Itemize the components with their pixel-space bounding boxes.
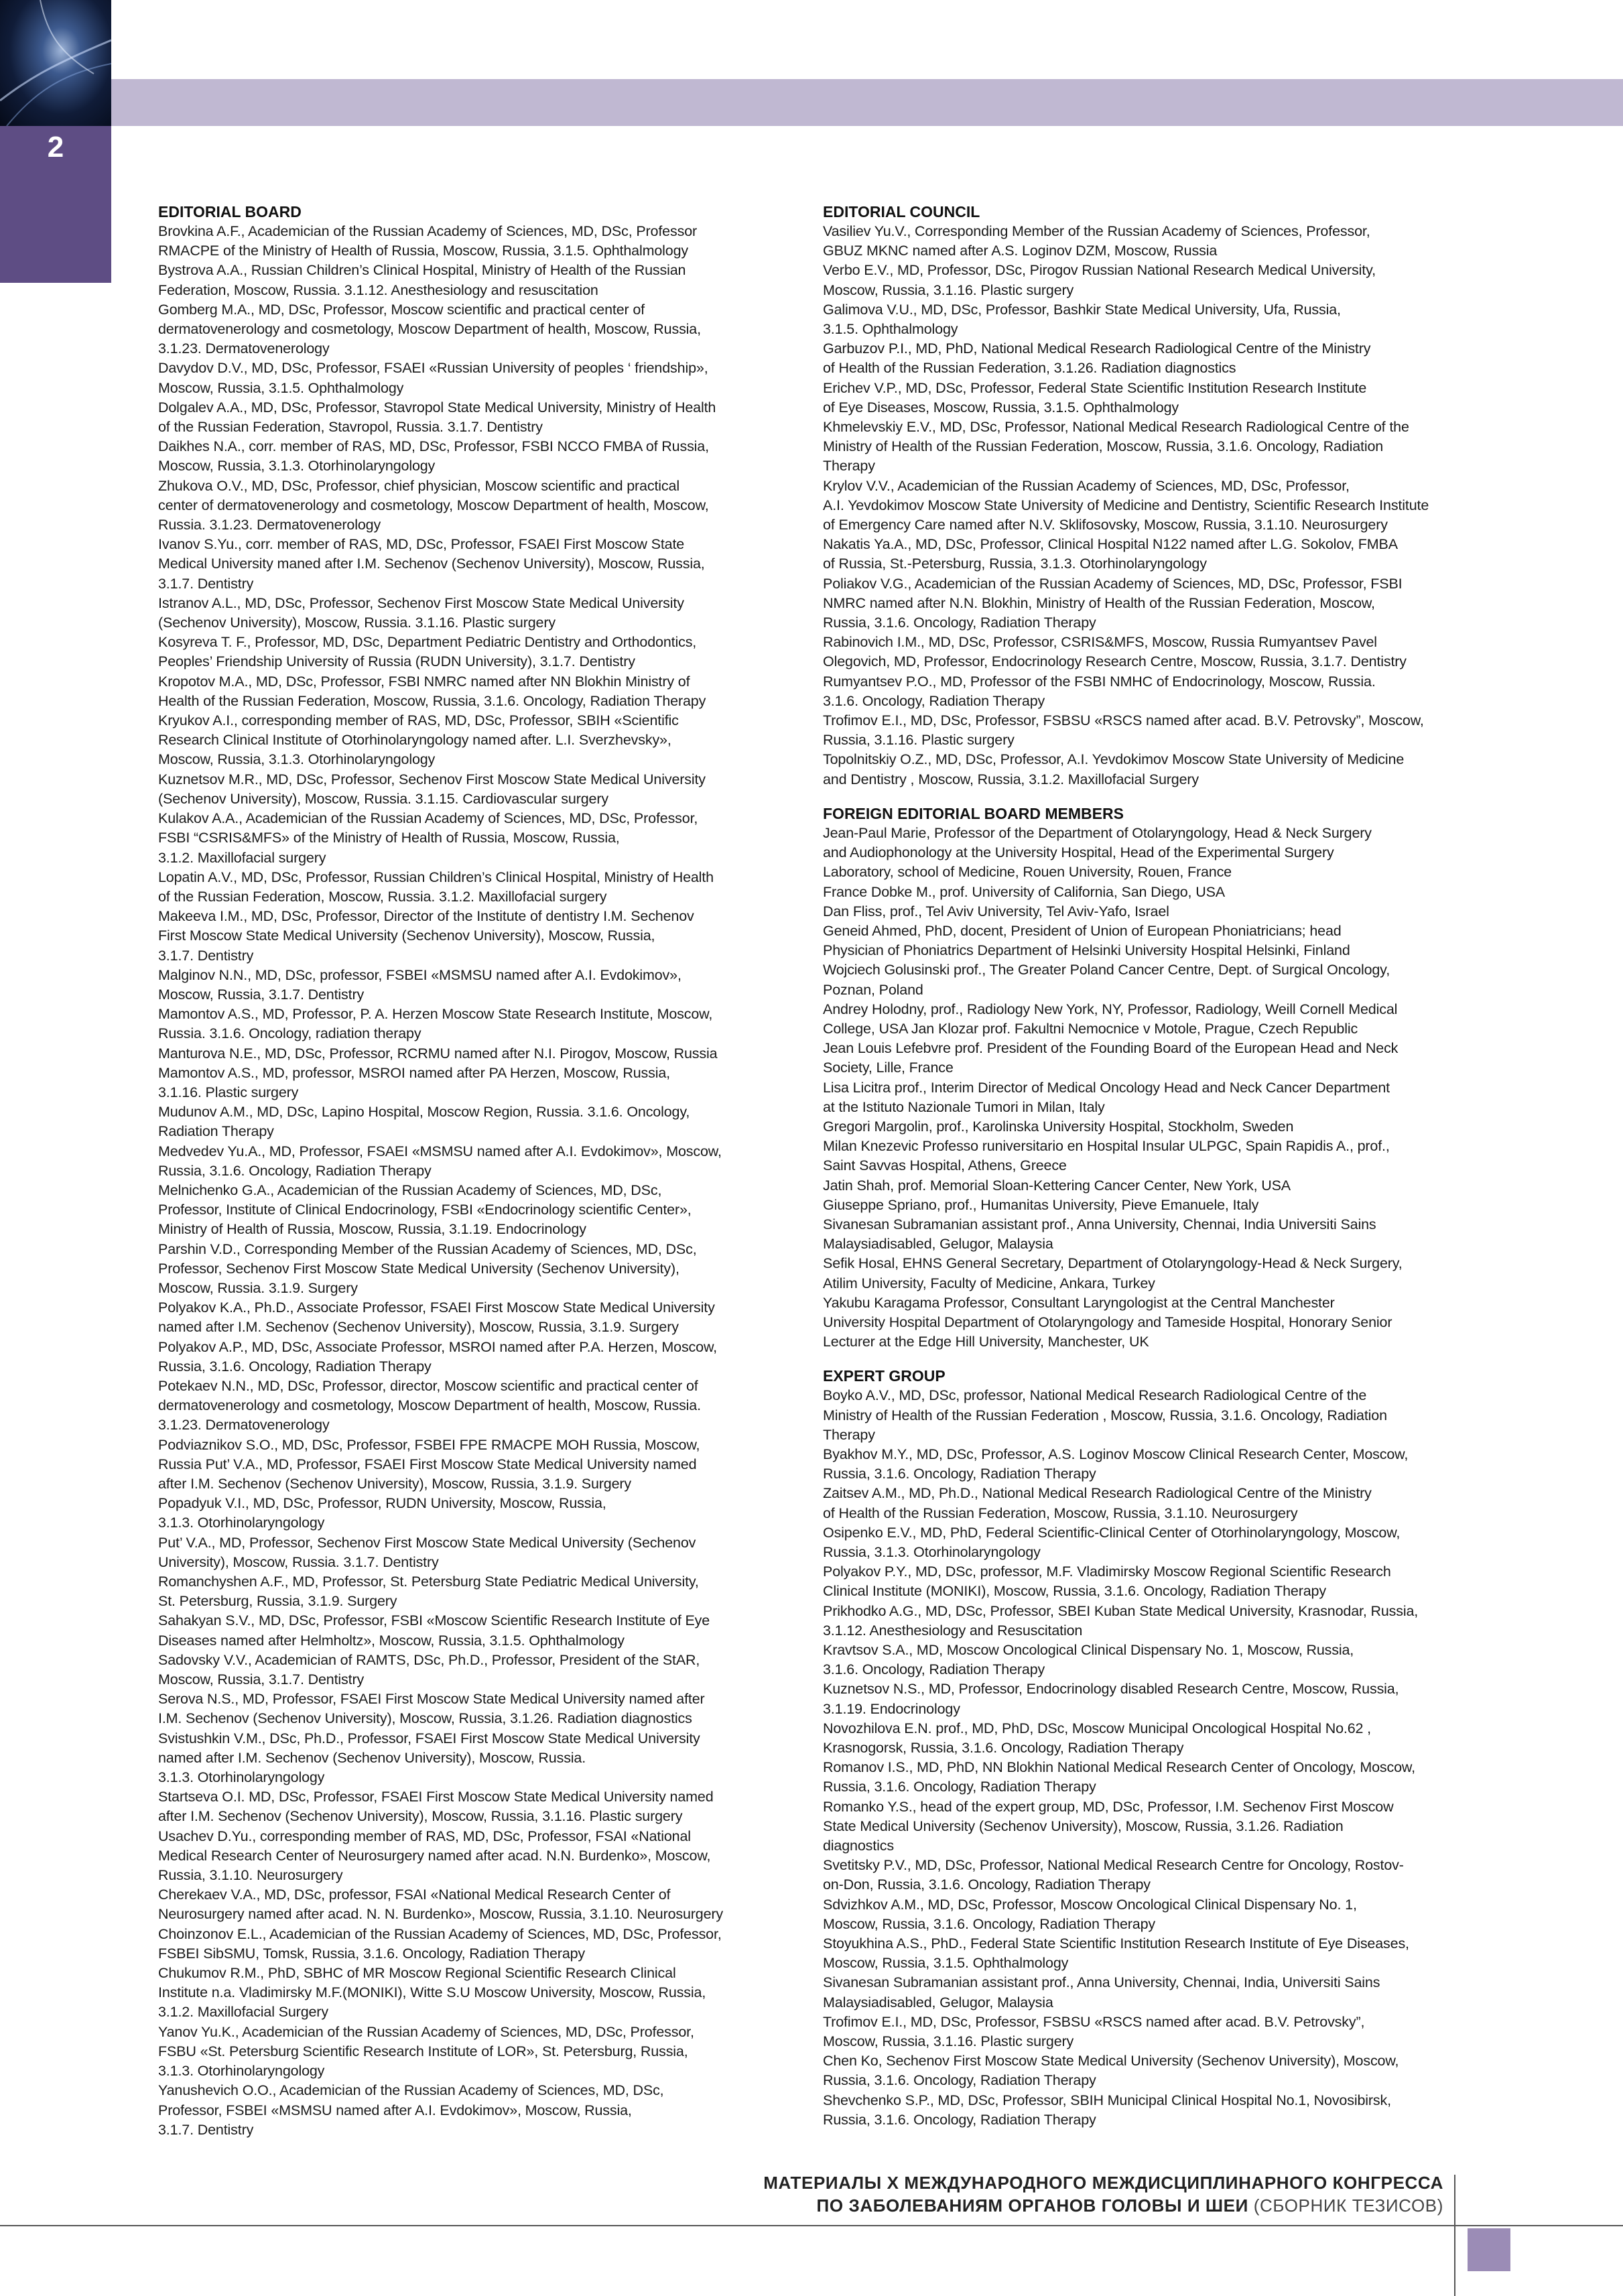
member-entry: Lopatin A.V., MD, DSc, Professor, Russian Children’s Clinical Hospital, Ministry of Health of the Russian Federation, Moscow, Russia. 3.1.2. Maxillofacial surgery — [158, 869, 714, 905]
member-entry: Erichev V.P., MD, DSc, Professor, Federal State Scientific Institution Research Institute of Eye Diseases, Moscow, Russia, 3.1.5. Ophthalmology — [823, 379, 1367, 416]
member-entry: Wojciech Golusinski prof., The Greater Poland Cancer Centre, Dept. of Surgical Oncology, Poznan, Poland — [823, 962, 1390, 998]
member-entry: Gregori Margolin, prof., Karolinska University Hospital, Stockholm, Sweden — [823, 1118, 1294, 1135]
editorial-board-heading: EDITORIAL BOARD — [158, 203, 302, 220]
member-entry: Kravtsov S.A., MD, Moscow Oncological Clinical Dispensary No. 1, Moscow, Russia, 3.1.6. Oncology, Radiation Therapy — [823, 1642, 1354, 1678]
member-entry: Gomberg M.A., MD, DSc, Professor, Moscow scientific and practical center of dermatovenerology and cosmetology, Moscow Department of health, Moscow, Russia, 3.1.23. Dermatovenerology — [158, 301, 701, 357]
footer-color-box — [1468, 2228, 1510, 2271]
member-entry: Poliakov V.G., Academician of the Russian Academy of Sciences, MD, DSc, Professor, FSBI NMRC named after N.N. Blokhin, Ministry of Health of the Russian Federation, Moscow, Russia, 3.1.6. Oncology, Radiation Therapy — [823, 575, 1403, 631]
member-entry: Shevchenko S.P., MD, DSc, Professor, SBIH Municipal Clinical Hospital No.1, Novosibirsk, Russia, 3.1.6. Oncology, Radiation Therapy — [823, 2092, 1391, 2128]
editorial-board-list — [158, 222, 808, 2140]
member-entry: Romanchyshen A.F., MD, Professor, St. Petersburg State Pediatric Medical University, St. Petersburg, Russia, 3.1.9. Surgery — [158, 1574, 699, 1610]
member-entry: Chukumov R.M., PhD, SBHC of MR Moscow Regional Scientific Research Clinical Institute n.a. Vladimirsky M.F.(MONIKI), Witte S.U Moscow University, Moscow, Russia, 3.1.2. Maxillofacial Surgery — [158, 1965, 706, 2021]
member-entry: Bystrova A.A., Russian Children’s Clinical Hospital, Ministry of Health of the Russian Federation, Moscow, Russia. 3.1.12. Anesthesiology and resuscitation — [158, 262, 686, 298]
member-entry: Lisa Licitra prof., Interim Director of Medical Oncology Head and Neck Cancer Department at the Istituto Nazionale Tumori in Milan, Italy — [823, 1079, 1390, 1115]
member-entry: Dan Fliss, prof., Tel Aviv University, Tel Aviv-Yafo, Israel — [823, 903, 1169, 919]
member-entry: Kropotov M.A., MD, DSc, Professor, FSBI NMRC named after NN Blokhin Ministry of Health of the Russian Federation, Moscow, Russia, 3.1.6. Oncology, Radiation Therapy — [158, 673, 706, 709]
member-entry: Davydov D.V., MD, DSc, Professor, FSAEI «Russian University of peoples ‘ friendship», Moscow, Russia, 3.1.5. Ophthalmology — [158, 360, 708, 396]
member-entry: Geneid Ahmed, PhD, docent, President of Union of European Phoniatricians; head Physician of Phoniatrics Department of Helsinki University Hospital Helsinki, Finland — [823, 922, 1350, 959]
member-entry: Krylov V.V., Academician of the Russian Academy of Sciences, MD, DSc, Professor, A.I. Yevdokimov Moscow State University of Medicine and Dentistry, Scientific Research Institute of Emergency Care named after N.V. Sklifosovsky, Moscow, Russia, 3.1.10. Neurosurgery — [823, 477, 1429, 533]
corner-image — [0, 0, 111, 126]
member-entry: Medvedev Yu.A., MD, Professor, FSAEI «MSMSU named after A.I. Evdokimov», Moscow, Russia, 3.1.6. Oncology, Radiation Therapy — [158, 1143, 722, 1179]
member-entry: Yanushevich O.O., Academician of the Russian Academy of Sciences, MD, DSc, Professor, FSBEI «MSMSU named after A.I. Evdokimov», Moscow, Russia, 3.1.7. Dentistry — [158, 2082, 664, 2138]
member-entry: Mamontov A.S., MD, professor, MSROI named after PA Herzen, Moscow, Russia, 3.1.16. Plastic surgery — [158, 1064, 670, 1100]
member-entry: Istranov A.L., MD, DSc, Professor, Sechenov First Moscow State Medical University (Sechenov University), Moscow, Russia. 3.1.16. Plastic surgery — [158, 594, 684, 631]
member-entry: Svetitsky P.V., MD, DSc, Professor, National Medical Research Centre for Oncology, Rostov- on-Don, Russia, 3.1.6. Oncology, Radiation Therapy — [823, 1857, 1404, 1893]
member-entry: Romanov I.S., MD, PhD, NN Blokhin National Medical Research Center of Oncology, Moscow, Russia, 3.1.6. Oncology, Radiation Therapy — [823, 1759, 1415, 1795]
member-entry: Giuseppe Spriano, prof., Humanitas University, Pieve Emanuele, Italy — [823, 1196, 1259, 1213]
member-entry: Trofimov E.I., MD, DSc, Professor, FSBSU «RSCS named after acad. B.V. Petrovsky”, Moscow, Russia, 3.1.16. Plastic surgery — [823, 2013, 1365, 2050]
member-entry: Sivanesan Subramanian assistant prof., Anna University, Chennai, India, Universiti Sains Malaysiadisabled, Gelugor, Malaysia — [823, 1974, 1380, 2011]
member-entry: Polyakov K.A., Ph.D., Associate Professor, FSAEI First Moscow State Medical University named after I.M. Sechenov (Sechenov University), Moscow, Russia, 3.1.9. Surgery — [158, 1299, 715, 1336]
member-entry: Sefik Hosal, EHNS General Secretary, Department of Otolaryngology-Head & Neck Surgery, Atilim University, Faculty of Medicine, Ankara, Turkey — [823, 1255, 1403, 1291]
footer-line-2 — [763, 2194, 1443, 2217]
footer-line-2-main: ПО ЗАБОЛЕВАНИЯМ ОРГАНОВ ГОЛОВЫ И ШЕИ — [816, 2195, 1248, 2216]
foreign-members-list — [823, 824, 1466, 1352]
member-entry: Byakhov M.Y., MD, DSc, Professor, A.S. Loginov Moscow Clinical Research Center, Moscow, Russia, 3.1.6. Oncology, Radiation Therapy — [823, 1446, 1409, 1482]
member-entry: Ivanov S.Yu., corr. member of RAS, MD, DSc, Professor, FSAEI First Moscow State Medical University maned after I.M. Sechenov (Sechenov University), Moscow, Russia, 3.1.7. Dentistry — [158, 536, 705, 592]
member-entry: Podviaznikov S.O., MD, DSc, Professor, FSBEI FPE RMACPE MOH Russia, Moscow, Russia Put’ V.A., MD, Professor, FSAEI First Moscow State Medical University named after I.M. Sechenov (Sechenov University), Moscow, Russia, 3.1.9. Surgery — [158, 1436, 700, 1492]
member-entry: Makeeva I.M., MD, DSc, Professor, Director of the Institute of dentistry I.M. Sechenov First Moscow State Medical University (Sechenov University), Moscow, Russia, 3.1.7. Dentistry — [158, 908, 694, 964]
member-entry: Melnichenko G.A., Academician of the Russian Academy of Sciences, MD, DSc, Professor, Institute of Clinical Endocrinology, FSBI «Endocrinology scientific Center», Ministry of Health of Russia, Moscow, Russia, 3.1.19. Endocrinology — [158, 1182, 692, 1238]
editorial-council-heading: EDITORIAL COUNCIL — [823, 203, 980, 220]
member-entry: Stoyukhina A.S., PhD., Federal State Scientific Institution Research Institute of Eye Diseases, Moscow, Russia, 3.1.5. Ophthalmology — [823, 1935, 1409, 1972]
member-entry: Trofimov E.I., MD, DSc, Professor, FSBSU «RSCS named after acad. B.V. Petrovsky”, Moscow, Russia, 3.1.16. Plastic surgery — [823, 712, 1424, 749]
member-entry: Put’ V.A., MD, Professor, Sechenov First Moscow State Medical University (Sechenov University), Moscow, Russia. 3.1.7. Dentistry — [158, 1534, 696, 1570]
member-entry: Kulakov A.A., Academician of the Russian Academy of Sciences, MD, DSc, Professor, FSBI “CSRIS&MFS» of the Ministry of Health of Russia, Moscow, Russia, 3.1.2. Maxillofacial surgery — [158, 810, 698, 866]
member-entry: Choinzonov E.L., Academician of the Russian Academy of Sciences, MD, DSc, Professor, FSBEI SibSMU, Tomsk, Russia, 3.1.6. Oncology, Radiation Therapy — [158, 1925, 722, 1962]
member-entry: Jean-Paul Marie, Professor of the Department of Otolaryngology, Head & Neck Surgery and Audiophonology at the University Hospital, Head of the Experimental Surgery Laboratory, school of Medicine, Rouen University, Rouen, France — [823, 824, 1372, 881]
header-band — [0, 79, 1623, 126]
member-entry: Zhukova O.V., MD, DSc, Professor, chief physician, Moscow scientific and practical center of dermatovenerology and cosmetology, Moscow Department of health, Moscow, Russia. 3.1.23. Dermatovenerology — [158, 477, 709, 533]
left-column — [158, 202, 808, 2140]
member-entry: Galimova V.U., MD, DSc, Professor, Bashkir State Medical University, Ufa, Russia, 3.1.5. Ophthalmology — [823, 301, 1341, 338]
member-entry: Kosyreva T. F., Professor, MD, DSc, Department Pediatric Dentistry and Orthodontics, Peoples’ Friendship University of Russia (RUDN University), 3.1.7. Dentistry — [158, 634, 697, 670]
right-column — [823, 202, 1466, 2130]
member-entry: Rumyantsev P.O., MD, Professor of the FSBI NMHC of Endocrinology, Moscow, Russia. 3.1.6. Oncology, Radiation Therapy — [823, 673, 1376, 709]
member-entry: Verbo E.V., MD, Professor, DSc, Pirogov Russian National Research Medical University, Moscow, Russia, 3.1.16. Plastic surgery — [823, 262, 1376, 298]
member-entry: Manturova N.E., MD, DSc, Professor, RCRMU named after N.I. Pirogov, Moscow, Russia — [158, 1045, 718, 1062]
expert-group-list — [823, 1386, 1466, 2130]
page-number: 2 — [47, 131, 64, 164]
expert-group-heading: EXPERT GROUP — [823, 1367, 946, 1385]
member-entry: Popadyuk V.I., MD, DSc, Professor, RUDN University, Moscow, Russia, 3.1.3. Otorhinolaryngology — [158, 1495, 606, 1531]
member-entry: Romanko Y.S., head of the expert group, MD, DSc, Professor, I.M. Sechenov First Moscow State Medical University (Sechenov University), Moscow, Russia, 3.1.26. Radiation diagnostics — [823, 1798, 1394, 1854]
member-entry: Andrey Holodny, prof., Radiology New York, NY, Professor, Radiology, Weill Cornell Medical College, USA Jan Klozar prof. Fakultni Nemocnice v Motole, Prague, Czech Republic — [823, 1001, 1398, 1037]
member-entry: Potekaev N.N., MD, DSc, Professor, director, Moscow scientific and practical center of dermatovenerology and cosmetology, Moscow Department of health, Moscow, Russia. 3.1.23. Dermatovenerology — [158, 1377, 701, 1433]
member-entry: Yakubu Karagama Professor, Consultant Laryngologist at the Central Manchester University Hospital Department of Otolaryngology and Tameside Hospital, Honorary Senior Lecturer at the Edge Hill University, Manchester, UK — [823, 1294, 1392, 1350]
member-entry: Sadovsky V.V., Academician of RAMTS, DSc, Ph.D., Professor, President of the StAR, Moscow, Russia, 3.1.7. Dentistry — [158, 1651, 700, 1688]
member-entry: Jean Louis Lefebvre prof. President of the Founding Board of the European Head and Neck Society, Lille, France — [823, 1040, 1399, 1076]
member-entry: Usachev D.Yu., corresponding member of RAS, MD, DSc, Professor, FSAI «National Medical Research Center of Neurosurgery named after acad. N.N. Burdenko», Moscow, Russia, 3.1.10. Neurosurgery — [158, 1828, 711, 1884]
member-entry: Nakatis Ya.A., MD, DSc, Professor, Clinical Hospital N122 named after L.G. Sokolov, FMBA of Russia, St.-Petersburg, Russia, 3.1.3. Otorhinolaryngology — [823, 536, 1398, 572]
foreign-members-heading: FOREIGN EDITORIAL BOARD MEMBERS — [823, 804, 1124, 822]
member-entry: Prikhodko A.G., MD, DSc, Professor, SBEI Kuban State Medical University, Krasnodar, Russia, 3.1.12. Anesthesiology and Resuscitation — [823, 1602, 1419, 1639]
member-entry: Osipenko E.V., MD, PhD, Federal Scientific-Clinical Center of Otorhinolaryngology, Moscow, Russia, 3.1.3. Otorhinolaryngology — [823, 1524, 1401, 1560]
member-entry: Novozhilova E.N. prof., MD, PhD, DSc, Moscow Municipal Oncological Hospital No.62 , Krasnogorsk, Russia, 3.1.6. Oncology, Radiation Therapy — [823, 1720, 1372, 1757]
member-entry: Polyakov P.Y., MD, DSc, professor, M.F. Vladimirsky Moscow Regional Scientific Research Clinical Institute (MONIKI), Moscow, Russia, 3.1.6. Oncology, Radiation Therapy — [823, 1564, 1391, 1600]
member-entry: Rabinovich I.M., MD, DSc, Professor, CSRIS&MFS, Moscow, Russia Rumyantsev Pavel Olegovich, MD, Professor, Endocrinology Research Centre, Moscow, Russia, 3.1.7. Dentistry — [823, 634, 1407, 670]
member-entry: Vasiliev Yu.V., Corresponding Member of the Russian Academy of Sciences, Professor, GBUZ MKNC named after A.S. Loginov DZM, Moscow, Russia — [823, 223, 1370, 259]
member-entry: Yanov Yu.K., Academician of the Russian Academy of Sciences, MD, DSc, Professor, FSBU «St. Petersburg Scientific Research Institute of LOR», St. Petersburg, Russia, 3.1.3. Otorhinolaryngology — [158, 2023, 694, 2080]
footer-title — [763, 2171, 1443, 2217]
member-entry: Zaitsev A.M., MD, Ph.D., National Medical Research Radiological Centre of the Ministry of Health of the Russian Federation, Moscow, Russia, 3.1.10. Neurosurgery — [823, 1485, 1372, 1521]
footer-rule — [0, 2225, 1623, 2226]
member-entry: Chen Ko, Sechenov First Moscow State Medical University (Sechenov University), Moscow, Russia, 3.1.6. Oncology, Radiation Therapy — [823, 2053, 1399, 2089]
member-entry: Kuznetsov N.S., MD, Professor, Endocrinology disabled Research Centre, Moscow, Russia, 3.1.19. Endocrinology — [823, 1681, 1399, 1717]
member-entry: Startseva O.I. MD, DSc, Professor, FSAEI First Moscow State Medical University named after I.M. Sechenov (Sechenov University), Moscow, Russia, 3.1.16. Plastic surgery — [158, 1789, 714, 1825]
member-entry: Malginov N.N., MD, DSc, professor, FSBEI «MSMSU named after A.I. Evdokimov», Moscow, Russia, 3.1.7. Dentistry — [158, 966, 681, 1003]
member-entry: Sivanesan Subramanian assistant prof., Anna University, Chennai, India Universiti Sains Malaysiadisabled, Gelugor, Malaysia — [823, 1216, 1376, 1253]
member-entry: Sdvizhkov A.M., MD, DSc, Professor, Moscow Oncological Clinical Dispensary No. 1, Moscow, Russia, 3.1.6. Oncology, Radiation Therapy — [823, 1896, 1357, 1932]
member-entry: Milan Knezevic Professo runiversitario en Hospital Insular ULPGC, Spain Rapidis A., prof., Saint Savvas Hospital, Athens, Greece — [823, 1138, 1390, 1174]
member-entry: Serova N.S., MD, Professor, FSAEI First Moscow State Medical University named after I.M. Sechenov (Sechenov University), Moscow, Russia, 3.1.26. Radiation diagnostics — [158, 1691, 705, 1727]
member-entry: Topolnitskiy O.Z., MD, DSc, Professor, A.I. Yevdokimov Moscow State University of Medicine and Dentistry , Moscow, Russia, 3.1.2. Maxillofacial Surgery — [823, 751, 1405, 787]
footer-vertical-rule — [1454, 2175, 1455, 2296]
member-entry: Khmelevskiy E.V., MD, DSc, Professor, National Medical Research Radiological Centre of the Ministry of Health of the Russian Federation, Moscow, Russia, 3.1.6. Oncology, Radiation Therapy — [823, 419, 1409, 474]
member-entry: Boyko A.V., MD, DSc, professor, National Medical Research Radiological Centre of the Ministry of Health of the Russian Federation , Moscow, Russia, 3.1.6. Oncology, Radiation Therapy — [823, 1387, 1387, 1443]
member-entry: Mamontov A.S., MD, Professor, P. A. Herzen Moscow State Research Institute, Moscow, Russia. 3.1.6. Oncology, radiation therapy — [158, 1006, 713, 1042]
member-entry: France Dobke M., prof. University of California, San Diego, USA — [823, 883, 1225, 900]
member-entry: Polyakov A.P., MD, DSc, Associate Professor, MSROI named after P.A. Herzen, Moscow, Russia, 3.1.6. Oncology, Radiation Therapy — [158, 1338, 717, 1375]
editorial-council-list — [823, 222, 1466, 789]
member-entry: Svistushkin V.M., DSc, Ph.D., Professor, FSAEI First Moscow State Medical University named after I.M. Sechenov (Sechenov University), Moscow, Russia. 3.1.3. Otorhinolaryngology — [158, 1730, 700, 1786]
member-entry: Kuznetsov M.R., MD, DSc, Professor, Sechenov First Moscow State Medical University (Sechenov University), Moscow, Russia. 3.1.15. Cardiovascular surgery — [158, 771, 706, 807]
member-entry: Kryukov A.I., corresponding member of RAS, MD, DSc, Professor, SBIH «Scientific Research Clinical Institute of Otorhinolaryngology named after. L.I. Sverzhevsky», Moscow, Russia, 3.1.3. Otorhinolaryngology — [158, 712, 679, 768]
footer-line-1: МАТЕРИАЛЫ X МЕЖДУНАРОДНОГО МЕЖДИСЦИПЛИНАРНОГО КОНГРЕССА — [763, 2173, 1443, 2193]
member-entry: Garbuzov P.I., MD, PhD, National Medical Research Radiological Centre of the Ministry of Health of the Russian Federation, 3.1.26. Radiation diagnostics — [823, 340, 1371, 377]
member-entry: Dolgalev A.A., MD, DSc, Professor, Stavropol State Medical University, Ministry of Health of the Russian Federation, Stavropol, Russia. 3.1.7. Dentistry — [158, 399, 716, 436]
member-entry: Jatin Shah, prof. Memorial Sloan-Kettering Cancer Center, New York, USA — [823, 1177, 1291, 1194]
member-entry: Sahakyan S.V., MD, DSc, Professor, FSBI «Moscow Scientific Research Institute of Eye Diseases named after Helmholtz», Moscow, Russia, 3.1.5. Ophthalmology — [158, 1612, 710, 1649]
footer-line-2-sub: (СБОРНИК ТЕЗИСОВ) — [1253, 2195, 1443, 2216]
member-entry: Daikhes N.A., corr. member of RAS, MD, DSc, Professor, FSBI NCCO FMBA of Russia, Moscow, Russia, 3.1.3. Otorhinolaryngology — [158, 438, 709, 474]
member-entry: Cherekaev V.A., MD, DSc, professor, FSAI «National Medical Research Center of Neurosurgery named after acad. N. N. Burdenko», Moscow, Russia, 3.1.10. Neurosurgery — [158, 1887, 724, 1923]
member-entry: Parshin V.D., Corresponding Member of the Russian Academy of Sciences, MD, DSc, Professor, Sechenov First Moscow State Medical University (Sechenov University), Moscow, Russia. 3.1.9. Surgery — [158, 1240, 697, 1296]
member-entry: Mudunov A.M., MD, DSc, Lapino Hospital, Moscow Region, Russia. 3.1.6. Oncology, Radiation Therapy — [158, 1104, 690, 1140]
member-entry: Brovkina A.F., Academician of the Russian Academy of Sciences, MD, DSc, Professor RMACPE of the Ministry of Health of Russia, Moscow, Russia, 3.1.5. Ophthalmology — [158, 223, 698, 259]
